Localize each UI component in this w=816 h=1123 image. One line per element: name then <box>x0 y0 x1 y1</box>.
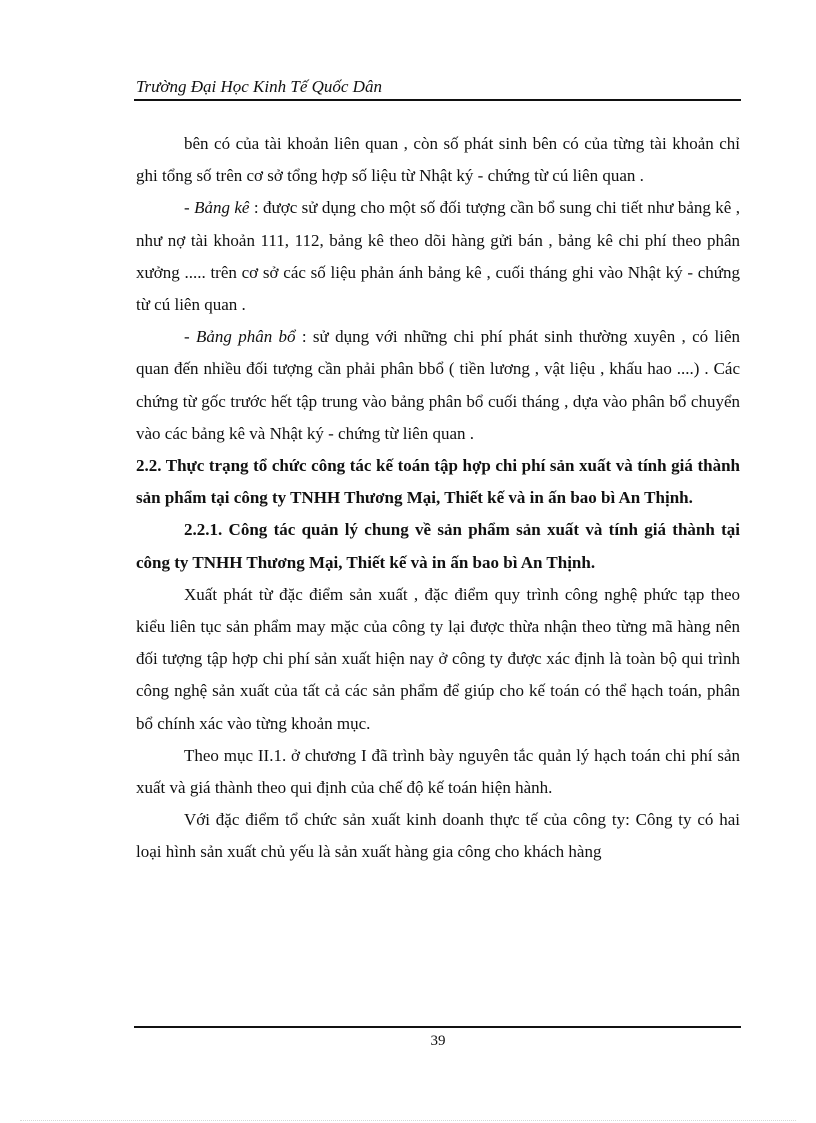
paragraph-text: : được sử dụng cho một số đối tượng cần bổ sung chi tiết như bảng kê , như nợ tài khoản 111, 112, bảng kê theo dõi hàng gửi bán , bảng kê chi phí theo phân xưởng ..... trên cơ sở các số liệu phản ánh bảng kê , cuối tháng ghi vào Nhật ký - chứng từ cú liên quan . <box>136 198 741 315</box>
paragraph-bang-ke <box>136 192 740 321</box>
bullet-dash: - <box>184 327 196 347</box>
paragraph: Theo mục II.1. ở chương I đã trình bày nguyên tắc quản lý hạch toán chi phí sản xuất và giá thành theo qui định của chế độ kế toán hiện hành. <box>136 745 740 798</box>
page-body <box>136 128 740 869</box>
section-heading-2-2-1: 2.2.1. Công tác quản lý chung về sản phẩm sản xuất và tính giá thành tại công ty TNHH Thương Mại, Thiết kế và in ấn bao bì An Thịnh. <box>136 520 740 572</box>
paragraph: bên có của tài khoản liên quan , còn số phát sinh bên có của từng tài khoản chỉ ghi tổng số trên cơ sở tổng hợp số liệu từ Nhật ký - chứng từ cú liên quan . <box>136 134 740 186</box>
footer-divider <box>134 1026 741 1028</box>
section-heading-2-2: 2.2. Thực trạng tổ chức công tác kế toán tập hợp chi phí sản xuất và tính giá thành sản phẩm tại công ty TNHH Thương Mại, Thiết kế và in ấn bao bì An Thịnh. <box>136 456 740 508</box>
running-header: Trường Đại Học Kinh Tế Quốc Dân <box>136 77 382 96</box>
page-edge-divider <box>20 1120 796 1121</box>
paragraph: Xuất phát từ đặc điểm sản xuất , đặc điểm quy trình công nghệ phức tạp theo kiểu liên tục sản phẩm may mặc của công ty lại được thừa nhận theo từng mã hàng nên đối tượng tập hợp chi phí sản xuất hiện nay ở công ty được xác định là toàn bộ qui trình công nghệ sản xuất của tất cả các sản phẩm để giúp cho kế toán có thể hạch toán, phân bổ chính xác vào từng khoản mục. <box>136 584 740 733</box>
paragraph-bang-phan-bo <box>136 321 740 450</box>
term-bang-phan-bo: Bảng phân bổ <box>196 327 296 347</box>
paragraph-text: : sử dụng với những chi phí phát sinh thường xuyên , có liên quan đến nhiều đối tượng cần phải phân bbổ ( tiền lương , vật liệu , khấu hao ....) . Các chứng từ gốc trước hết tập trung vào bảng phân bổ cuối tháng , dựa vào phân bổ chuyển vào các bảng kê và Nhật ký - chứng từ liên quan . <box>136 327 740 443</box>
paragraph: Với đặc điểm tổ chức sản xuất kinh doanh thực tế của công ty: Công ty có hai loại hình sản xuất chủ yếu là sản xuất hàng gia công cho khách hàng <box>136 810 740 862</box>
header-divider <box>134 99 741 101</box>
page-number: 39 <box>430 1033 446 1049</box>
term-bang-ke: Bảng kê <box>194 198 250 218</box>
bullet-dash: - <box>184 198 195 218</box>
